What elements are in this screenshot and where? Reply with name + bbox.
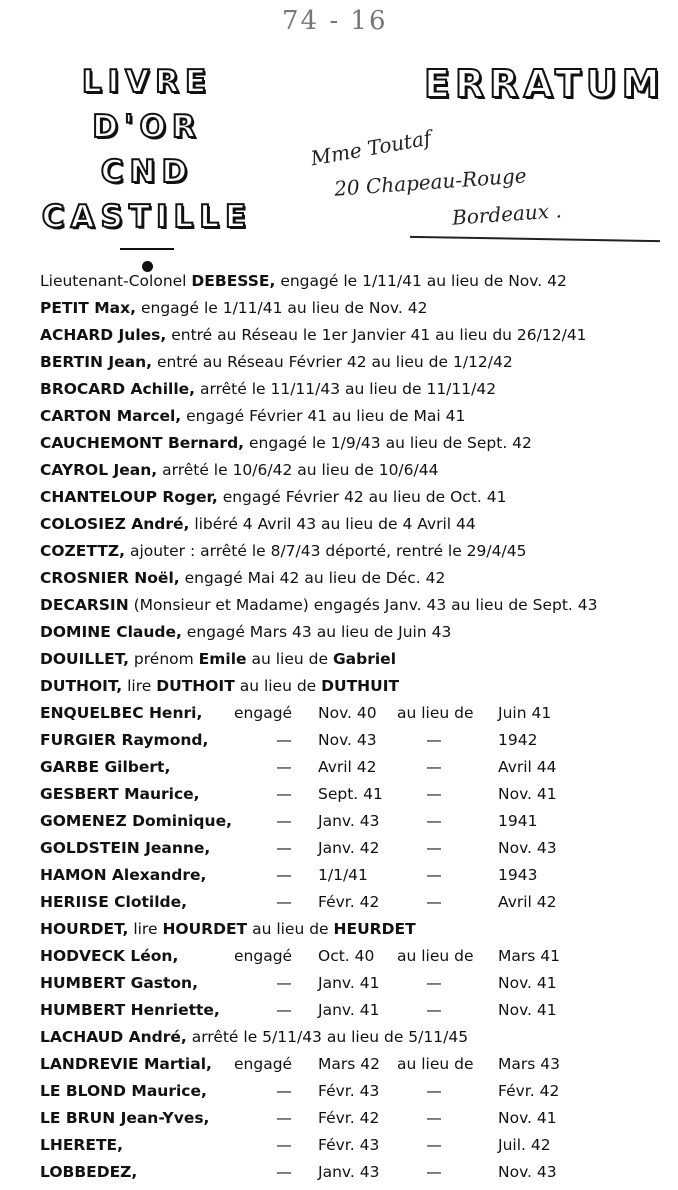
title-line-3: CASTILLE (41, 199, 253, 235)
entry-wrong-date: 1942 (498, 731, 538, 749)
title-dot (142, 261, 153, 272)
entry-correct-date: Janv. 42 (318, 839, 380, 857)
entry-correct-date: Janv. 41 (318, 1001, 380, 1019)
entry-instead-of: — (426, 1109, 442, 1127)
entry-bold-text: ACHARD Jules, (40, 326, 167, 344)
entry-bold-text: CAYROL Jean, (40, 461, 158, 479)
entry-wrong-date: 1941 (498, 812, 538, 830)
entry-correct-date: Oct. 40 (318, 947, 375, 965)
entry-bold-text: DECARSIN (40, 596, 129, 614)
entry-bold-text: DEBESSE, (191, 272, 276, 290)
entry-name: LE BRUN Jean-Yves, (40, 1109, 210, 1127)
title-line-1: LIVRE D'OR (81, 64, 213, 145)
entry-plain-text: engagé le 1/11/41 au lieu de Nov. 42 (275, 272, 567, 290)
erratum-entry (40, 434, 670, 461)
entry-correct-date: Nov. 40 (318, 704, 377, 722)
entry-name: GOMENEZ Dominique, (40, 812, 232, 830)
entry-wrong-date: Nov. 41 (498, 1001, 557, 1019)
erratum-entry (40, 353, 670, 380)
entry-instead-of: — (426, 893, 442, 911)
entry-bold-text: LACHAUD André, (40, 1028, 187, 1046)
entry-name: HODVECK Léon, (40, 947, 179, 965)
entry-wrong-date: Nov. 43 (498, 1163, 557, 1181)
entry-text (40, 1028, 468, 1046)
erratum-entry (40, 1109, 670, 1136)
entry-plain-text: au lieu de (246, 650, 333, 668)
entry-bold-text: COLOSIEZ André, (40, 515, 190, 533)
entry-correct-date: Janv. 43 (318, 812, 380, 830)
erratum-entry (40, 1163, 670, 1190)
entry-instead-of: au lieu de (397, 1055, 474, 1073)
entry-bold-text: HOURDET (162, 920, 248, 938)
entry-wrong-date: Nov. 41 (498, 785, 557, 803)
entry-plain-text: prénom (129, 650, 199, 668)
erratum-entry (40, 569, 670, 596)
entry-plain-text: au lieu de (234, 677, 322, 695)
entry-action: — (276, 1136, 292, 1154)
entry-name: LOBBEDEZ, (40, 1163, 138, 1181)
entry-bold-text: DOUILLET, (40, 650, 129, 668)
entry-name: GOLDSTEIN Jeanne, (40, 839, 211, 857)
entry-text (40, 461, 438, 479)
entry-plain-text: engagé le 1/9/43 au lieu de Sept. 42 (244, 434, 532, 452)
entry-bold-text: BERTIN Jean, (40, 353, 153, 371)
erratum-entry (40, 650, 670, 677)
entry-bold-text: HEURDET (333, 920, 416, 938)
entry-name: FURGIER Raymond, (40, 731, 209, 749)
entry-text (40, 380, 496, 398)
erratum-entry (40, 812, 670, 839)
entry-plain-text: engagé Mai 42 au lieu de Déc. 42 (179, 569, 446, 587)
entry-bold-text: BROCARD Achille, (40, 380, 196, 398)
entry-instead-of: — (426, 785, 442, 803)
entry-text (40, 353, 513, 371)
entry-action: — (276, 1163, 292, 1181)
entry-plain-text: arrêté le 5/11/43 au lieu de 5/11/45 (186, 1028, 469, 1046)
entry-wrong-date: 1943 (498, 866, 538, 884)
title-rule (120, 248, 174, 250)
handwritten-street: 20 Chapeau-Rouge (333, 163, 528, 201)
entry-wrong-date: Nov. 41 (498, 974, 557, 992)
entry-action: — (276, 1109, 292, 1127)
entry-bold-text: Gabriel (332, 650, 397, 668)
entry-text (40, 299, 427, 317)
erratum-title: ERRATUM (424, 62, 665, 106)
entry-bold-text: PETIT Max, (40, 299, 137, 317)
erratum-entry (40, 407, 670, 434)
entry-action: engagé (234, 1055, 293, 1073)
erratum-entry (40, 515, 670, 542)
erratum-entry (40, 380, 670, 407)
entry-instead-of: — (426, 1082, 442, 1100)
entry-bold-text: Emile (198, 650, 247, 668)
entry-correct-date: Sept. 41 (318, 785, 383, 803)
entry-instead-of: — (426, 1163, 442, 1181)
erratum-entry (40, 704, 670, 731)
entry-text (40, 326, 587, 344)
erratum-entry (40, 1028, 670, 1055)
entry-name: GESBERT Maurice, (40, 785, 200, 803)
entry-text (40, 677, 399, 695)
erratum-entry (40, 272, 670, 299)
entry-action: — (276, 758, 292, 776)
entry-bold-text: DUTHOIT (156, 677, 235, 695)
entry-plain-text: engagé Mars 43 au lieu de Juin 43 (181, 623, 452, 641)
entry-action: — (276, 1001, 292, 1019)
entry-text (40, 623, 451, 641)
entry-action: — (276, 731, 292, 749)
entry-wrong-date: Mars 43 (498, 1055, 560, 1073)
entry-action: — (276, 785, 292, 803)
entry-action: — (276, 812, 292, 830)
entry-correct-date: Févr. 42 (318, 1109, 380, 1127)
entry-name: HERIISE Clotilde, (40, 893, 188, 911)
entry-text (40, 596, 598, 614)
entry-correct-date: Févr. 43 (318, 1136, 380, 1154)
entry-instead-of: — (426, 812, 442, 830)
entry-correct-date: Avril 42 (318, 758, 377, 776)
entry-wrong-date: Juin 41 (498, 704, 552, 722)
handwritten-name: Mme Toutaf (308, 125, 433, 171)
entry-action: — (276, 866, 292, 884)
entry-plain-text: libéré 4 Avril 43 au lieu de 4 Avril 44 (189, 515, 476, 533)
entry-correct-date: Janv. 43 (318, 1163, 380, 1181)
entry-name: HUMBERT Gaston, (40, 974, 198, 992)
title-line-2: CND (100, 154, 194, 190)
erratum-entry (40, 1082, 670, 1109)
entry-action: engagé (234, 947, 293, 965)
entry-text (40, 650, 396, 668)
entry-plain-text: lire (128, 920, 163, 938)
entry-bold-text: CARTON Marcel, (40, 407, 182, 425)
entry-wrong-date: Juil. 42 (498, 1136, 551, 1154)
archive-reference: 74 - 16 (282, 6, 388, 36)
entry-wrong-date: Nov. 43 (498, 839, 557, 857)
entry-plain-text: engagé Février 42 au lieu de Oct. 41 (217, 488, 507, 506)
entry-plain-text: ajouter : arrêté le 8/7/43 déporté, rentré le 29/4/45 (125, 542, 527, 560)
entry-correct-date: 1/1/41 (318, 866, 368, 884)
entry-plain-text: arrêté le 11/11/43 au lieu de 11/11/42 (195, 380, 497, 398)
entry-correct-date: Févr. 42 (318, 893, 380, 911)
entry-plain-text: (Monsieur et Madame) engagés Janv. 43 au lieu de Sept. 43 (128, 596, 598, 614)
entry-plain-text: au lieu de (247, 920, 334, 938)
entry-text (40, 407, 465, 425)
entry-correct-date: Janv. 41 (318, 974, 380, 992)
entry-text (40, 920, 416, 938)
erratum-entry (40, 947, 670, 974)
erratum-entry (40, 461, 670, 488)
entry-plain-text: Lieutenant-Colonel (40, 272, 192, 290)
entry-plain-text: engagé Février 41 au lieu de Mai 41 (181, 407, 466, 425)
entry-plain-text: entré au Réseau le 1er Janvier 41 au lieu du 26/12/41 (166, 326, 587, 344)
entry-instead-of: au lieu de (397, 704, 474, 722)
entry-correct-date: Mars 42 (318, 1055, 380, 1073)
erratum-entry (40, 974, 670, 1001)
erratum-entry (40, 596, 670, 623)
handwritten-underline (410, 236, 660, 242)
erratum-entry (40, 785, 670, 812)
entry-action: — (276, 893, 292, 911)
erratum-entry (40, 326, 670, 353)
livre-dor-title (32, 60, 262, 272)
entry-name: LANDREVIE Martial, (40, 1055, 212, 1073)
entry-action: — (276, 974, 292, 992)
entry-bold-text: HOURDET, (40, 920, 129, 938)
handwritten-city: Bordeaux . (451, 198, 563, 230)
entry-instead-of: au lieu de (397, 947, 474, 965)
erratum-entry (40, 1001, 670, 1028)
entry-action: — (276, 839, 292, 857)
entry-correct-date: Févr. 43 (318, 1082, 380, 1100)
entry-bold-text: CROSNIER Noël, (40, 569, 180, 587)
entry-wrong-date: Avril 42 (498, 893, 557, 911)
erratum-entry (40, 1055, 670, 1082)
entry-correct-date: Nov. 43 (318, 731, 377, 749)
entry-text (40, 569, 445, 587)
entry-instead-of: — (426, 758, 442, 776)
entry-wrong-date: Mars 41 (498, 947, 560, 965)
erratum-entry (40, 1136, 670, 1163)
entry-bold-text: DUTHOIT, (40, 677, 123, 695)
entry-instead-of: — (426, 839, 442, 857)
erratum-entry (40, 623, 670, 650)
erratum-entry (40, 299, 670, 326)
erratum-entry (40, 758, 670, 785)
erratum-entry (40, 731, 670, 758)
erratum-entry (40, 839, 670, 866)
entry-action: engagé (234, 704, 293, 722)
erratum-entry (40, 920, 670, 947)
erratum-entry (40, 542, 670, 569)
entry-action: — (276, 1082, 292, 1100)
entry-plain-text: engagé le 1/11/41 au lieu de Nov. 42 (136, 299, 428, 317)
entry-name: LE BLOND Maurice, (40, 1082, 207, 1100)
erratum-entry (40, 866, 670, 893)
entry-instead-of: — (426, 1001, 442, 1019)
entry-instead-of: — (426, 974, 442, 992)
entry-plain-text: arrêté le 10/6/42 au lieu de 10/6/44 (157, 461, 439, 479)
erratum-list (40, 272, 670, 1190)
entry-bold-text: CAUCHEMONT Bernard, (40, 434, 245, 452)
entry-text (40, 434, 532, 452)
entry-bold-text: CHANTELOUP Roger, (40, 488, 218, 506)
entry-bold-text: DUTHUIT (321, 677, 400, 695)
erratum-entry (40, 893, 670, 920)
entry-bold-text: DOMINE Claude, (40, 623, 182, 641)
entry-name: GARBE Gilbert, (40, 758, 171, 776)
entry-instead-of: — (426, 866, 442, 884)
entry-name: HAMON Alexandre, (40, 866, 207, 884)
entry-wrong-date: Févr. 42 (498, 1082, 560, 1100)
entry-text (40, 542, 526, 560)
entry-name: HUMBERT Henriette, (40, 1001, 220, 1019)
entry-instead-of: — (426, 1136, 442, 1154)
entry-text (40, 515, 476, 533)
entry-wrong-date: Nov. 41 (498, 1109, 557, 1127)
entry-name: ENQUELBEC Henri, (40, 704, 203, 722)
erratum-entry (40, 488, 670, 515)
erratum-entry (40, 677, 670, 704)
entry-text (40, 272, 567, 290)
entry-plain-text: entré au Réseau Février 42 au lieu de 1/12/42 (152, 353, 513, 371)
entry-wrong-date: Avril 44 (498, 758, 557, 776)
entry-instead-of: — (426, 731, 442, 749)
entry-bold-text: COZETTZ, (40, 542, 126, 560)
entry-plain-text: lire (122, 677, 157, 695)
entry-name: LHERETE, (40, 1136, 124, 1154)
entry-text (40, 488, 506, 506)
